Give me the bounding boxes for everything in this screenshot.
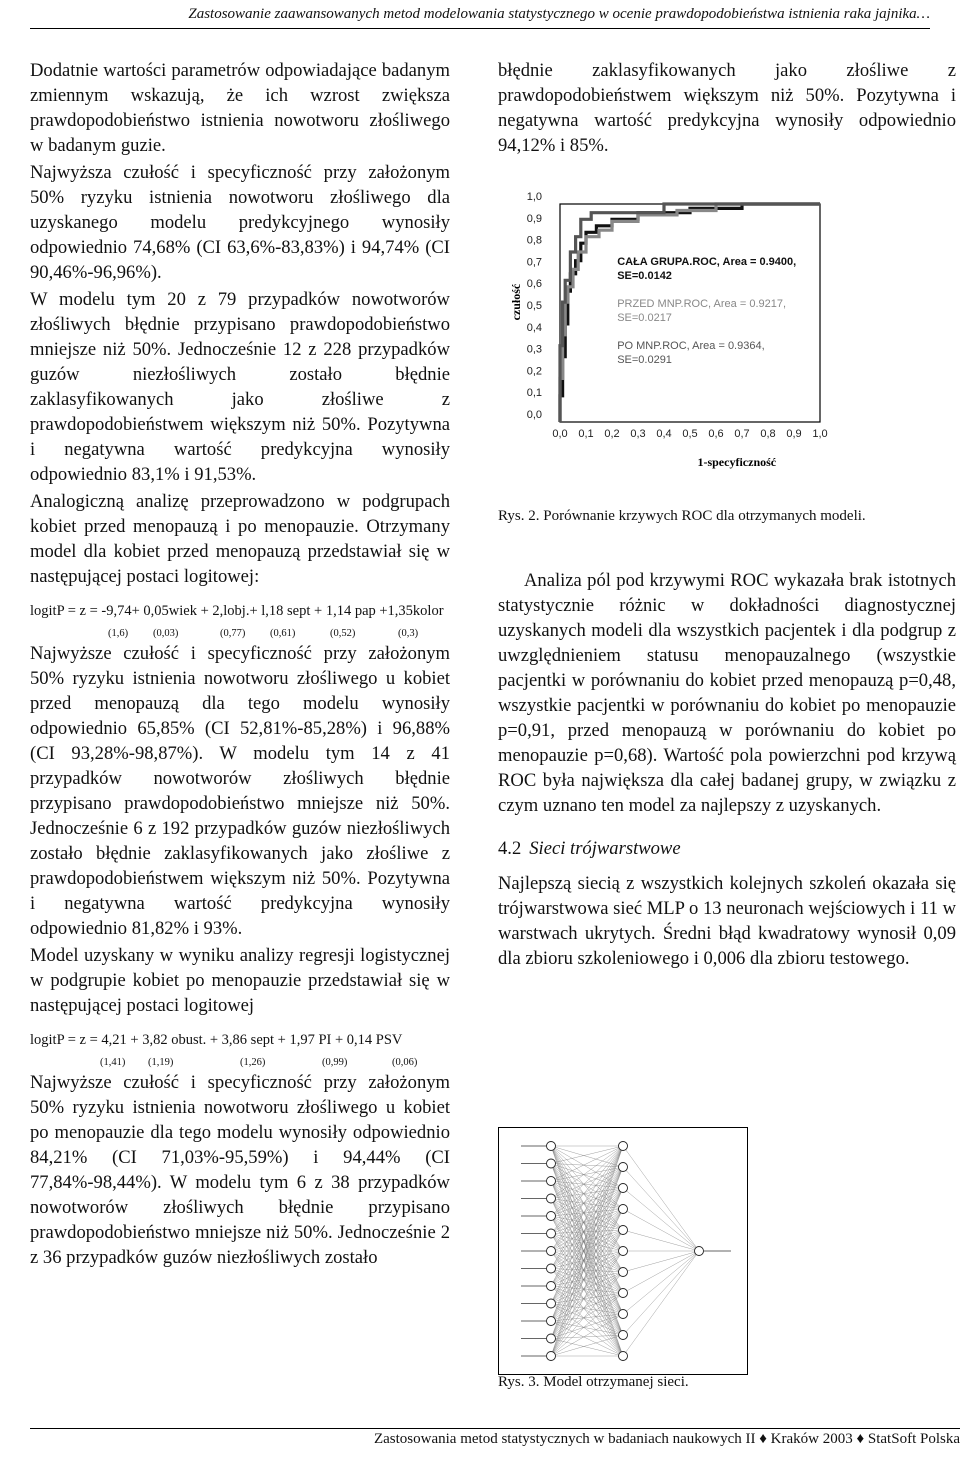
paragraph: W modelu tym 20 z 79 przypadków nowotworów złośliwych błędnie przypisano prawdopodobieństwo mniejsze niż 50%. Jednocześnie 12 z 228 przypadków guzów niezłośliwych zostało błędnie zaklasyfikowanych jako złośliwe z prawdopodobieństwem większym niż 50%. Pozytywna i negatywna wartość predykcyjna wynosiły odpowiednio 83,1% i 91,53%.: [30, 289, 450, 485]
network-diagram: [499, 1128, 747, 1374]
roc-chart: [498, 180, 958, 480]
standard-error: (1,6): [108, 628, 129, 639]
figure-2-caption: Rys. 2. Porównanie krzywych ROC dla otrzymanych modeli.: [498, 508, 866, 524]
standard-error: (0,99): [322, 1057, 348, 1068]
legend-entry-se: SE=0.0291: [617, 354, 672, 367]
input-neuron: [547, 1142, 556, 1151]
paragraph: Najwyższe czułość i specyficzność przy założonym 50% ryzyku istnienia nowotworu złośliwego u kobiet po menopauzie dla tego modelu wynosiły odpowiednio 84,21% (CI 71,03%-95,59%) i 94,44% (CI 77,84%-98,44%). W modelu tym 6 z 38 przypadków nowotworów złośliwych błędnie przypisano prawdopodobieństwo mniejsze niż 50%. Jednocześnie 2 z 36 przypadków guzów niezłośliwych zostało: [30, 1072, 450, 1268]
section-title: Sieci trójwarstwowe: [529, 838, 681, 859]
standard-error: (0,77): [220, 628, 246, 639]
y-tick-label: 0,2: [526, 365, 542, 378]
hidden-neuron: [619, 1331, 628, 1340]
network-connection: [551, 1209, 623, 1356]
input-neuron: [547, 1264, 556, 1273]
paragraph: Model uzyskany w wyniku analizy regresji logistycznej w podgrupie kobiet po menopauzie przedstawiał się w następującej postaci logitowej: [30, 945, 450, 1016]
y-tick-label: 1,0: [526, 191, 542, 203]
input-neuron: [547, 1282, 556, 1291]
equation-premenopausal: [30, 599, 450, 639]
legend-entry: PRZED MNP.ROC, Area = 0.9217,: [617, 298, 787, 311]
paragraph: Najwyższe czułość i specyficzność przy założonym 50% ryzyku istnienia nowotworu złośliwego u kobiet przed menopauzą dla tego modelu wynosiły odpowiednio 65,85% (CI 52,81%-85,28%) i 96,88% (CI 93,28%-98,87%). W modelu tym 14 z 41 przypadków nowotworów złośliwych błędnie przypisano prawdopodobieństwo mniejsze niż 50%. Jednocześnie 6 z 192 przypadków guzów niezłośliwych zostało błędnie zaklasyfikowanych jako złośliwe z prawdopodobieństwem większym niż 50%. Pozytywna i negatywna wartość predykcyjna wynosiły odpowiednio 81,82% i 93%.: [30, 643, 450, 939]
figure-3-caption: Rys. 3. Model otrzymanej sieci.: [498, 1374, 689, 1390]
section-number: 4.2: [498, 838, 522, 859]
y-tick-label: 0,5: [526, 300, 542, 312]
equation-postmenopausal: [30, 1028, 450, 1068]
network-connection: [551, 1188, 623, 1251]
footer-text: Zastosowania metod statystycznych w badaniach naukowych II ♦ Kraków 2003 ♦ StatSoft Polska: [373, 1431, 960, 1447]
hidden-neuron: [619, 1163, 628, 1172]
input-neuron: [547, 1334, 556, 1343]
right-column-top: [498, 58, 956, 158]
left-column: [30, 58, 450, 1270]
x-tick-label: 0,5: [682, 428, 698, 440]
standard-error: (1,19): [148, 1057, 174, 1068]
paragraph: błędnie zaklasyfikowanych jako złośliwe z prawdopodobieństwem większym niż 50%. Pozytywna i negatywna wartość predykcyjna wynosiły odpowiednio 94,12% i 85%.: [498, 60, 956, 156]
legend-entry-se: SE=0.0217: [617, 312, 672, 325]
y-tick-label: 0,0: [526, 409, 542, 421]
network-connection: [623, 1251, 699, 1314]
y-tick-label: 0,6: [526, 278, 542, 291]
network-connection: [551, 1167, 623, 1321]
x-tick-label: 0,1: [578, 428, 594, 440]
input-neuron: [547, 1194, 556, 1203]
x-tick-label: 0,2: [604, 428, 620, 440]
network-connection: [623, 1146, 699, 1251]
x-tick-label: 0,4: [656, 428, 672, 440]
roc-chart-svg: [498, 180, 958, 480]
roc-series-line: [560, 204, 820, 422]
input-neuron: [547, 1352, 556, 1361]
hidden-neuron: [619, 1289, 628, 1298]
paragraph: Najwyższa czułość i specyficzność przy założonym 50% ryzyku istnienia nowotworu złośliwego dla uzyskanego modelu predykcyjnego wynosiły odpowiednio 74,68% (CI 63,6%-83,83%) i 94,74% (CI 90,46%-96,96%).: [30, 162, 450, 283]
network-connection: [623, 1230, 699, 1251]
y-tick-label: 0,3: [526, 343, 542, 356]
y-tick-label: 0,1: [526, 387, 542, 400]
hidden-neuron: [619, 1352, 628, 1361]
network-connection: [551, 1272, 623, 1304]
input-neuron: [547, 1159, 556, 1168]
network-connection: [623, 1167, 699, 1251]
network-connection: [551, 1188, 623, 1321]
legend-entry: PO MNP.ROC, Area = 0.9364,: [617, 340, 765, 353]
running-title: Zastosowanie zaawansowanych metod modelowania statystycznego w ocenie prawdopodobieństwa istnienia raka jajnika…: [188, 6, 930, 22]
network-connection: [551, 1146, 623, 1164]
network-connection: [551, 1146, 623, 1304]
paragraph: Dodatnie wartości parametrów odpowiadające badanym zmiennym wskazują, że ich wzrost zwiększa prawdopodobieństwo istnienia nowotworu złośliwego w badanym guzie.: [30, 60, 450, 156]
network-connection: [551, 1339, 623, 1357]
network-connection: [551, 1251, 623, 1304]
running-header: [30, 2, 930, 29]
standard-error: (0,03): [153, 628, 179, 639]
x-tick-label: 0,8: [760, 428, 776, 440]
network-connection: [623, 1251, 699, 1335]
equation-line: logitP = z = 4,21 + 3,82 obust. + 3,86 sept + 1,97 PI + 0,14 PSV: [30, 1032, 403, 1048]
input-neuron: [547, 1229, 556, 1238]
network-connection: [623, 1251, 699, 1356]
section-heading: [498, 836, 956, 861]
network-connection: [551, 1199, 623, 1231]
hidden-neuron: [619, 1268, 628, 1277]
x-axis-label: 1-specyficzność: [697, 455, 777, 469]
paragraph: Analogiczną analizę przeprowadzono w podgrupach kobiet przed menopauzą i po menopauzie. Otrzymany model dla kobiet przed menopauzą przedstawiał się w następującej postaci logitowej:: [30, 491, 450, 587]
standard-error: (0,3): [398, 628, 419, 639]
input-neuron: [547, 1299, 556, 1308]
running-footer: [30, 1428, 960, 1451]
equation-line: logitP = z = -9,74+ 0,05wiek + 2,lobj.+ l,18 sept + 1,14 pap +1,35kolor: [30, 603, 444, 619]
standard-error: (1,41): [100, 1057, 126, 1068]
y-tick-label: 0,9: [526, 212, 542, 225]
hidden-neuron: [619, 1310, 628, 1319]
standard-error: (0,52): [330, 628, 356, 639]
hidden-neuron: [619, 1142, 628, 1151]
network-figure: [498, 1127, 748, 1375]
paragraph: Najlepszą siecią z wszystkich kolejnych szkoleń okazała się trójwarstwowa sieć MLP o 13 neuronach wejściowych i 11 w warstwach ukrytych. Średni błąd kwadratowy wynosił 0,09 dla zbioru szkoleniowego i 0,006 dla zbioru testowego.: [498, 873, 956, 969]
y-axis-label: czułość: [509, 283, 523, 321]
x-tick-label: 0,3: [630, 428, 646, 440]
legend-entry: CAŁA GRUPA.ROC, Area = 0.9400,: [617, 256, 797, 269]
network-connection: [623, 1251, 699, 1272]
paragraph: Analiza pól pod krzywymi ROC wykazała brak istotnych statystycznie różnic w dokładności diagnostycznej uzyskanych modeli dla wszystkich pacjentek i dla podgrup z uwzględnieniem statusu menopauzalnego (wszystkie pacjentki w porównaniu do kobiet przed menopauzą p=0,48, wszystkie pacjentki w porównaniu do kobiet po menopauzie p=0,91, przed menopauzą w porównaniu do kobiet po menopauzie p=0,68). Wartość pola powierzchni pod krzywą ROC była największa dla całej badanej grupy, w związku z czym uznano ten model za najlepszy z uzyskanych.: [498, 570, 956, 816]
x-tick-label: 1,0: [812, 428, 828, 440]
standard-error: (0,06): [392, 1057, 418, 1068]
y-tick-label: 0,7: [526, 256, 542, 269]
input-neuron: [547, 1317, 556, 1326]
right-column-bottom: [498, 568, 956, 971]
network-connection: [623, 1209, 699, 1251]
standard-error: (0,61): [270, 628, 296, 639]
x-tick-label: 0,9: [786, 428, 802, 440]
y-tick-label: 0,4: [526, 321, 542, 334]
network-connection: [551, 1146, 623, 1230]
input-neuron: [547, 1177, 556, 1186]
output-neuron: [695, 1247, 704, 1256]
hidden-neuron: [619, 1226, 628, 1235]
standard-error: (1,26): [240, 1057, 266, 1068]
input-neuron: [547, 1247, 556, 1256]
hidden-neuron: [619, 1247, 628, 1256]
x-tick-label: 0,7: [734, 428, 750, 440]
input-neuron: [547, 1212, 556, 1221]
y-tick-label: 0,8: [526, 234, 542, 247]
hidden-neuron: [619, 1205, 628, 1214]
network-connection: [623, 1188, 699, 1251]
x-tick-label: 0,0: [552, 428, 568, 440]
network-connection: [551, 1272, 623, 1356]
x-tick-label: 0,6: [708, 428, 724, 440]
legend-entry-se: SE=0.0142: [617, 270, 672, 283]
hidden-neuron: [619, 1184, 628, 1193]
network-connection: [623, 1251, 699, 1293]
